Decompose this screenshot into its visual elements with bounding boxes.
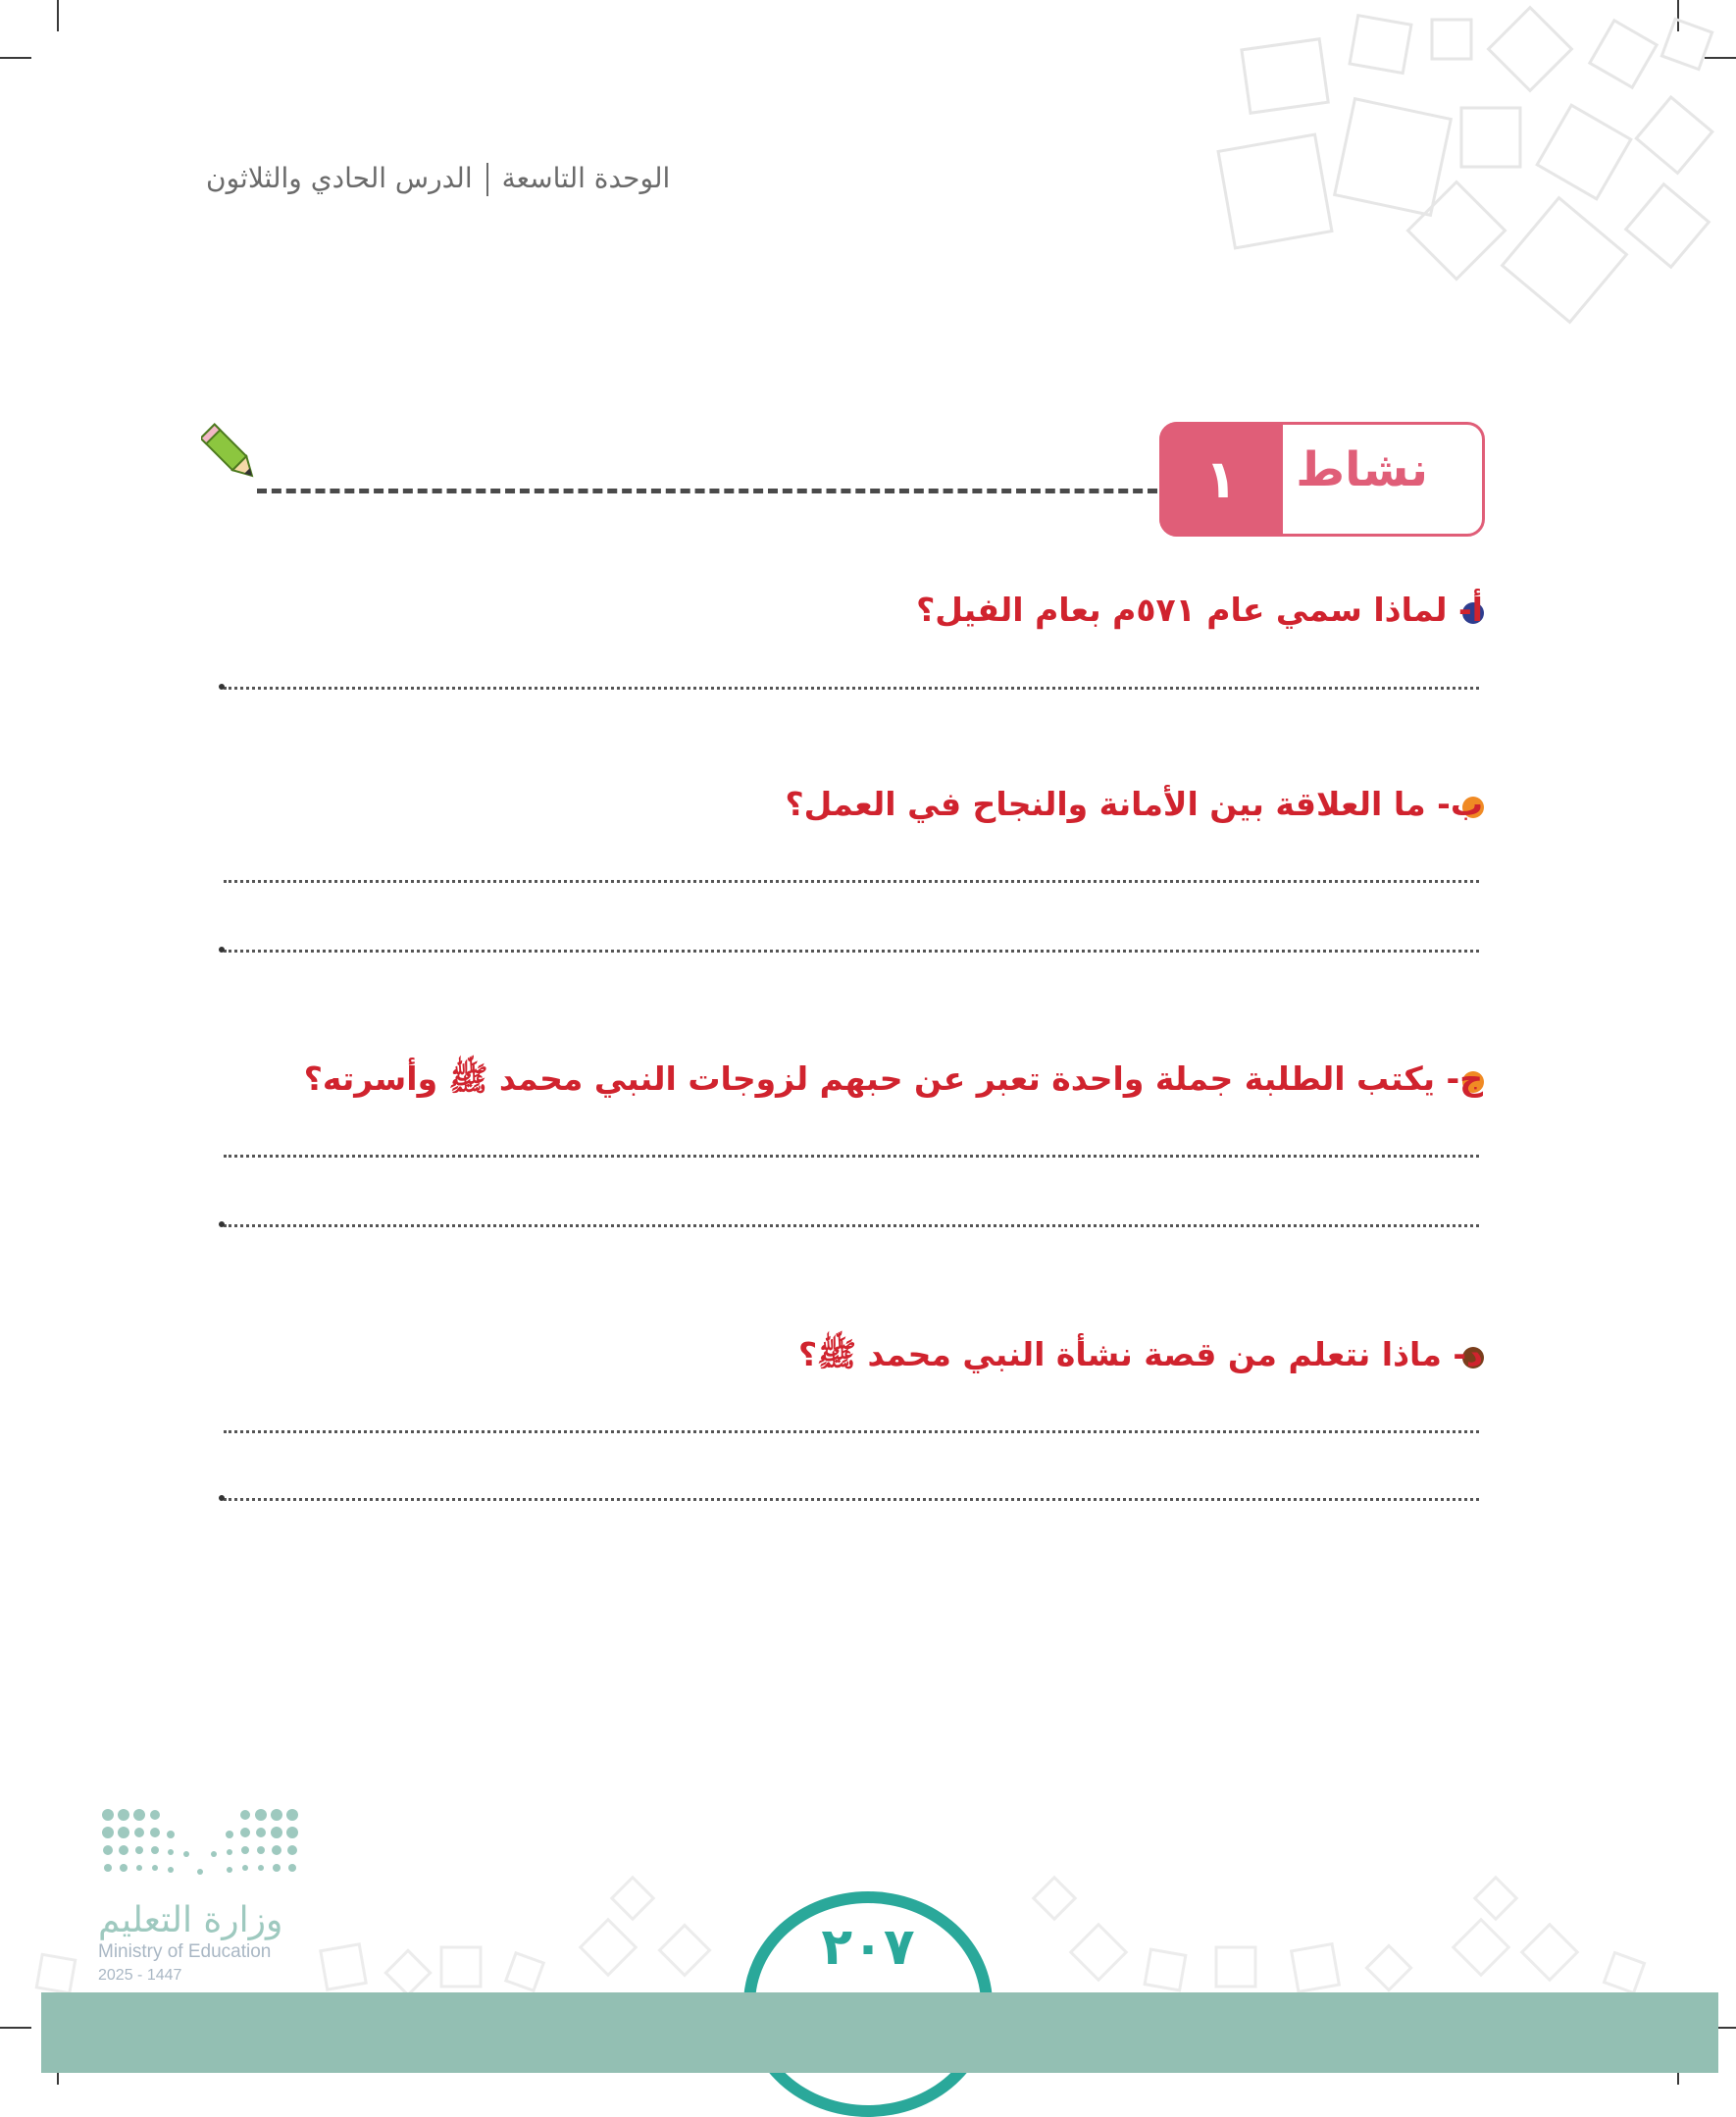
ministry-logo-icon <box>98 1805 314 1898</box>
answer-line[interactable] <box>224 1155 1479 1158</box>
question-d: د- ماذا نتعلم من قصة نشأة النبي محمد ﷺ؟ <box>798 1335 1483 1373</box>
header-divider <box>486 163 488 196</box>
unit-title: الوحدة التاسعة <box>501 162 671 194</box>
answer-line[interactable] <box>224 1224 1479 1227</box>
answer-line[interactable] <box>224 880 1479 883</box>
answer-line[interactable] <box>224 687 1479 690</box>
page-number: ٢٠٧ <box>821 1918 915 1977</box>
activity-label: نشاط <box>1296 442 1428 497</box>
question-c: ج- يكتب الطلبة جملة واحدة تعبر عن حبهم لزوجات النبي محمد ﷺ وأسرته؟ <box>303 1059 1483 1098</box>
crop-mark <box>0 2027 31 2029</box>
line-end-dot <box>219 684 225 690</box>
activity-badge <box>1159 422 1485 537</box>
activity-number: ١ <box>1159 422 1283 537</box>
question-b: ب- ما العلاقة بين الأمانة والنجاح في العمل؟ <box>785 785 1483 823</box>
answer-line[interactable] <box>224 950 1479 953</box>
answer-line[interactable] <box>224 1430 1479 1433</box>
answer-line[interactable] <box>224 1498 1479 1501</box>
decorative-pattern <box>1187 0 1736 334</box>
lesson-title: الدرس الحادي والثلاثون <box>206 162 473 194</box>
crop-mark <box>57 0 59 31</box>
line-end-dot <box>219 1495 225 1501</box>
question-a: أ- لماذا سمي عام ٥٧١م بعام الفيل؟ <box>916 591 1483 629</box>
line-end-dot <box>219 1221 225 1227</box>
lesson-header <box>206 162 670 196</box>
dashed-divider <box>257 489 1157 493</box>
ministry-name-english: Ministry of Education <box>98 1941 272 1962</box>
line-end-dot <box>219 947 225 953</box>
footer-band <box>41 1992 1718 2073</box>
ministry-name-arabic: وزارة التعليم <box>98 1900 283 1940</box>
crop-mark <box>0 57 31 59</box>
pencil-icon <box>201 420 260 489</box>
ministry-year: 2025 - 1447 <box>98 1967 182 1984</box>
